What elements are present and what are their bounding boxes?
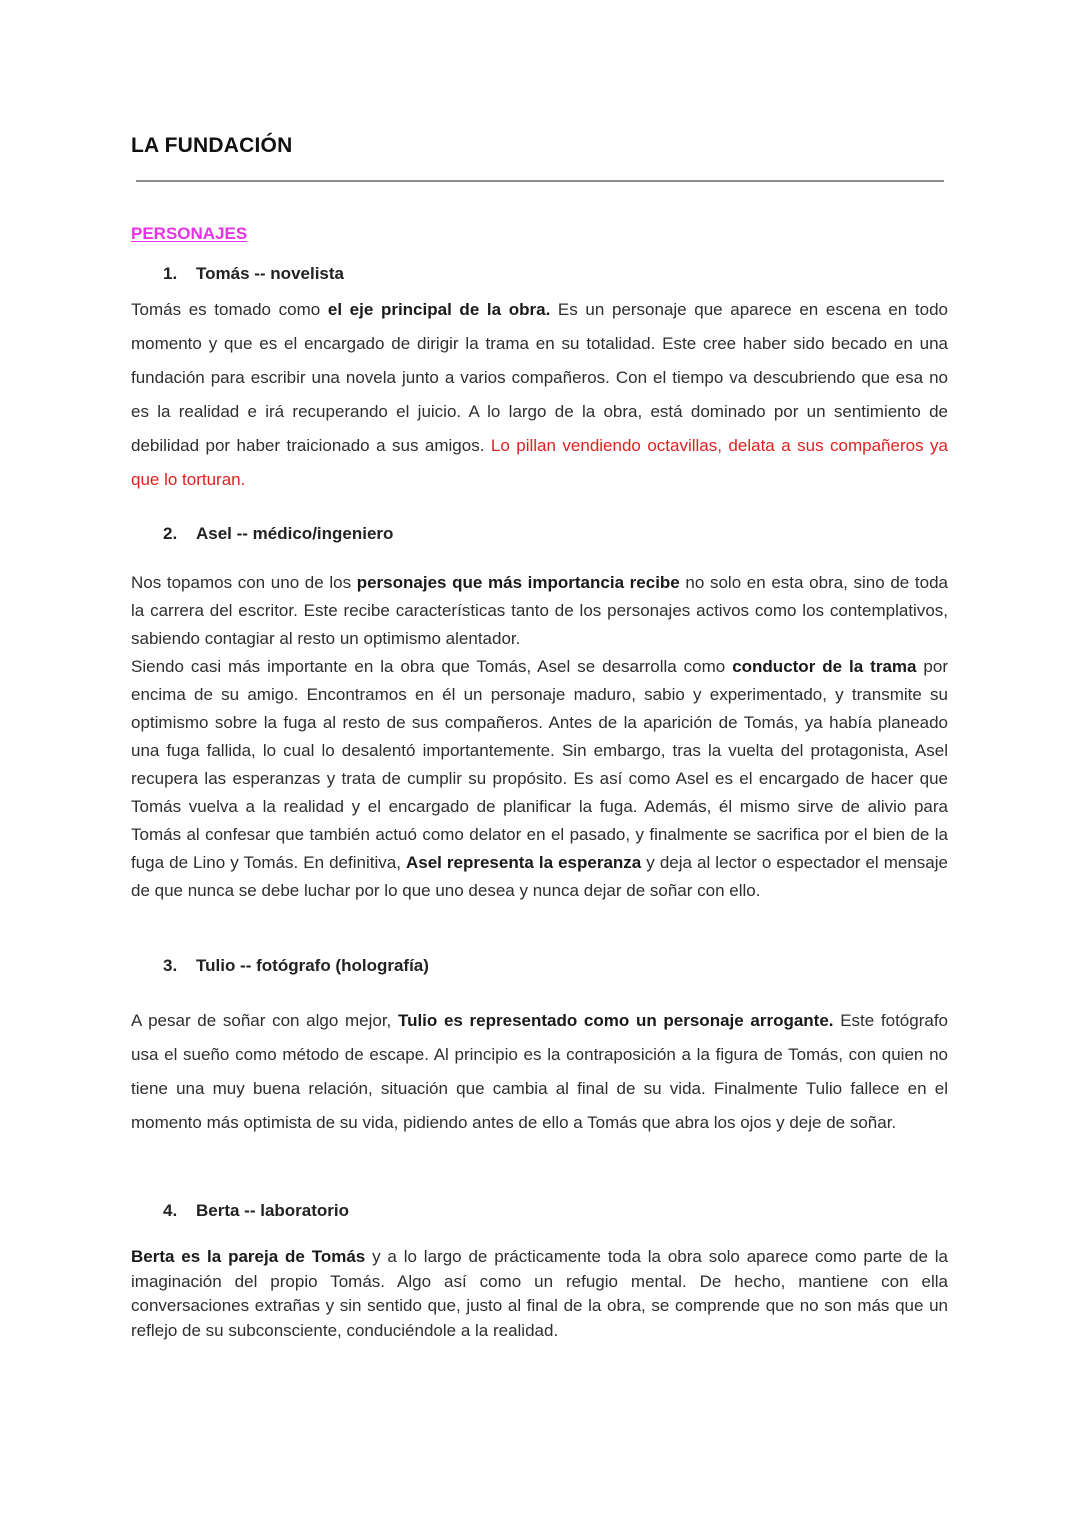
character-heading-berta xyxy=(163,1201,349,1221)
character-paragraph-berta xyxy=(131,1245,948,1343)
section-heading-personajes: PERSONAJES xyxy=(131,224,248,243)
bold-text: conductor de la trama xyxy=(732,657,917,676)
body-text: Es un personaje que aparece en escena en todo momento y que es el encargado de dirigir la trama en su totalidad. Este cree haber sido becado en una fundación para escribir una novela junto a varios compañeros. Con el tiempo va descubriendo que esa no es la realidad e irá recuperando el juicio. A lo largo de la obra, está dominado por un sentimiento de debilidad por haber traicionado a sus amigos. xyxy=(131,300,948,455)
character-paragraph-tulio xyxy=(131,1004,948,1140)
bold-text: Tulio es representado como un personaje arrogante. xyxy=(397,1011,834,1030)
body-text: por encima de su amigo. Encontramos en él un personaje maduro, sabio y experimentado, y transmite su optimismo sobre la fuga al resto de sus compañeros. Antes de la aparición de Tomás, ya había planeado una fuga fallida, lo cual lo desalentó importantemente. Sin embargo, tras la vuelta del protagonista, Asel recupera las esperanzas y trata de cumplir su propósito. Es así como Asel es el encargado de hacer que Tomás vuelva a la realidad y el encargado de planificar la fuga. Además, él mismo sirve de alivio para Tomás al confesar que también actuó como delator en el pasado, y finalmente se sacrifica por el bien de la fuga de Lino y Tomás. En definitiva, xyxy=(131,657,948,872)
character-title: Asel -- médico/ingeniero xyxy=(196,524,394,543)
character-heading-tulio xyxy=(163,956,429,976)
body-text: Este fotógrafo usa el sueño como método de escape. Al principio es la contraposición a la figura de Tomás, con quien no tiene una muy buena relación, situación que cambia al final de su vida. Finalmente Tulio fallece en el momento más optimista de su vida, pidiendo antes de ello a Tomás que abra los ojos y deje de soñar. xyxy=(131,1011,949,1132)
body-text: Siendo casi más importante en la obra que Tomás, Asel se desarrolla como xyxy=(131,657,733,676)
character-number: 4. xyxy=(163,1201,178,1220)
character-paragraph-asel-1 xyxy=(131,569,948,653)
character-heading-asel xyxy=(163,524,393,544)
title-divider xyxy=(136,180,944,182)
body-text: no solo en esta obra, sino de toda la carrera del escritor. Este recibe características tanto de los personajes activos como los contemplativos, sabiendo contagiar al resto un optimismo alentador. xyxy=(131,573,948,648)
character-heading-tomas xyxy=(163,264,344,284)
character-title: Tulio -- fotógrafo (holografía) xyxy=(196,956,429,975)
character-number: 1. xyxy=(163,264,178,283)
character-paragraph-tomas xyxy=(131,293,948,497)
character-title: Tomás -- novelista xyxy=(196,264,344,283)
character-paragraph-asel-2 xyxy=(131,653,948,905)
bold-text: personajes que más importancia recibe xyxy=(356,573,680,592)
character-number: 3. xyxy=(163,956,178,975)
character-title: Berta -- laboratorio xyxy=(196,1201,350,1220)
bold-text: Berta es la pareja de Tomás xyxy=(131,1247,366,1266)
body-text: Nos topamos con uno de los xyxy=(131,573,357,592)
body-text: y a lo largo de prácticamente toda la obra solo aparece como parte de la imaginación del propio Tomás. Algo así como un refugio mental. De hecho, mantiene con ella conversaciones extrañas y sin sentido que, justo al final de la obra, se comprende que no son más que un reflejo de su subconsciente, conduciéndole a la realidad. xyxy=(131,1247,948,1340)
character-number: 2. xyxy=(163,524,178,543)
highlighted-text: Lo pillan vendiendo octavillas, delata a sus compañeros ya que lo torturan. xyxy=(131,436,948,489)
body-text: A pesar de soñar con algo mejor, xyxy=(131,1011,398,1030)
bold-text: el eje principal de la obra. xyxy=(327,300,551,319)
bold-text: Asel representa la esperanza xyxy=(405,853,642,872)
body-text: Tomás es tomado como xyxy=(131,300,328,319)
body-text: y deja al lector o espectador el mensaje de que nunca se debe luchar por lo que uno desea y nunca dejar de soñar con ello. xyxy=(131,853,948,900)
document-title: LA FUNDACIÓN xyxy=(131,134,293,157)
